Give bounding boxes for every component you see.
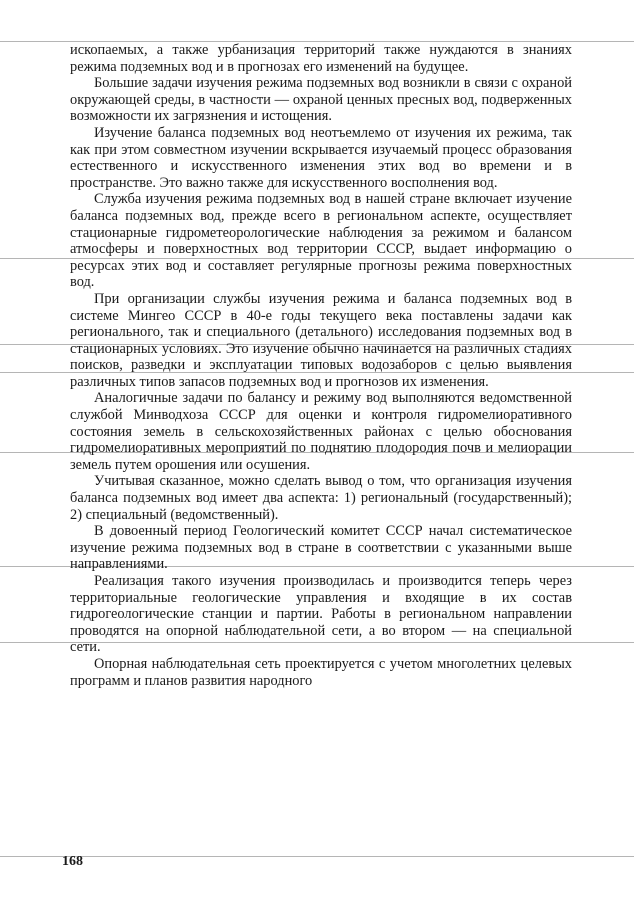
- paragraph: Аналогичные задачи по балансу и режиму вод выполняются ведомственной службой Минводхоза СССР для оценки и контроля гидромелиоративного состояния земель в сельскохозяйственных районах с целью обоснования гидромелиоративных мероприятий по поднятию плодородия почв и мелиорации земель путем орошения или осушения.: [70, 390, 572, 473]
- scan-line: [0, 856, 634, 857]
- paragraph: Опорная наблюдательная сеть проектируется с учетом многолетних целевых программ и планов развития народного: [70, 655, 572, 689]
- paragraph: В довоенный период Геологический комитет СССР начал систематическое изучение режима подземных вод в стране в соответствии с указанными выше направлениями.: [70, 523, 572, 573]
- paragraph: Учитывая сказанное, можно сделать вывод о том, что организация изучения баланса подземных вод имеет два аспекта: 1) региональный (государственный); 2) специальный (ведомственный).: [70, 473, 572, 523]
- page-number: 168: [62, 854, 83, 869]
- paragraph: Большие задачи изучения режима подземных вод возникли в связи с охраной окружающей среды, в частности — охраной ценных пресных вод, подверженных возможности их загрязнения и истощения.: [70, 75, 572, 125]
- paragraph: ископаемых, а также урбанизация территорий также нуждаются в знаниях режима подземных вод и в прогнозах его изменений на будущее.: [70, 42, 572, 75]
- paragraph: Реализация такого изучения производилась и производится теперь через территориальные геологические управления и входящие в их состав гидрогеологические станции и партии. Работы в региональном направлении проводятся на опорной наблюдательной сети, а во втором — на специальной сети.: [70, 573, 572, 656]
- page-text: [70, 42, 572, 689]
- paragraph: При организации службы изучения режима и баланса подземных вод в системе Мингео СССР в 40-е годы текущего века поставлены задачи как регионального, так и специального (детального) исследования подземных вод в стационарных условиях. Это изучение обычно начинается на различных стадиях поисков, разведки и эксплуатации типовых водозаборов с целью выявления различных типов запасов подземных вод и прогнозов их изменения.: [70, 290, 572, 390]
- paragraph: Служба изучения режима подземных вод в нашей стране включает изучение баланса подземных вод, прежде всего в региональном аспекте, осуществляет стационарные гидрометеорологические наблюдения за режимом и балансом атмосферы и поверхностных вод территории СССР, выдает информацию о ресурсах этих вод и составляет регулярные прогнозы режима поверхностных вод.: [70, 191, 572, 291]
- paragraph: Изучение баланса подземных вод неотъемлемо от изучения их режима, так как при этом совместном изучении вскрывается изучаемый процесс образования естественного и искусственного изменения этих вод во времени и в пространстве. Это важно также для искусственного восполнения вод.: [70, 124, 572, 191]
